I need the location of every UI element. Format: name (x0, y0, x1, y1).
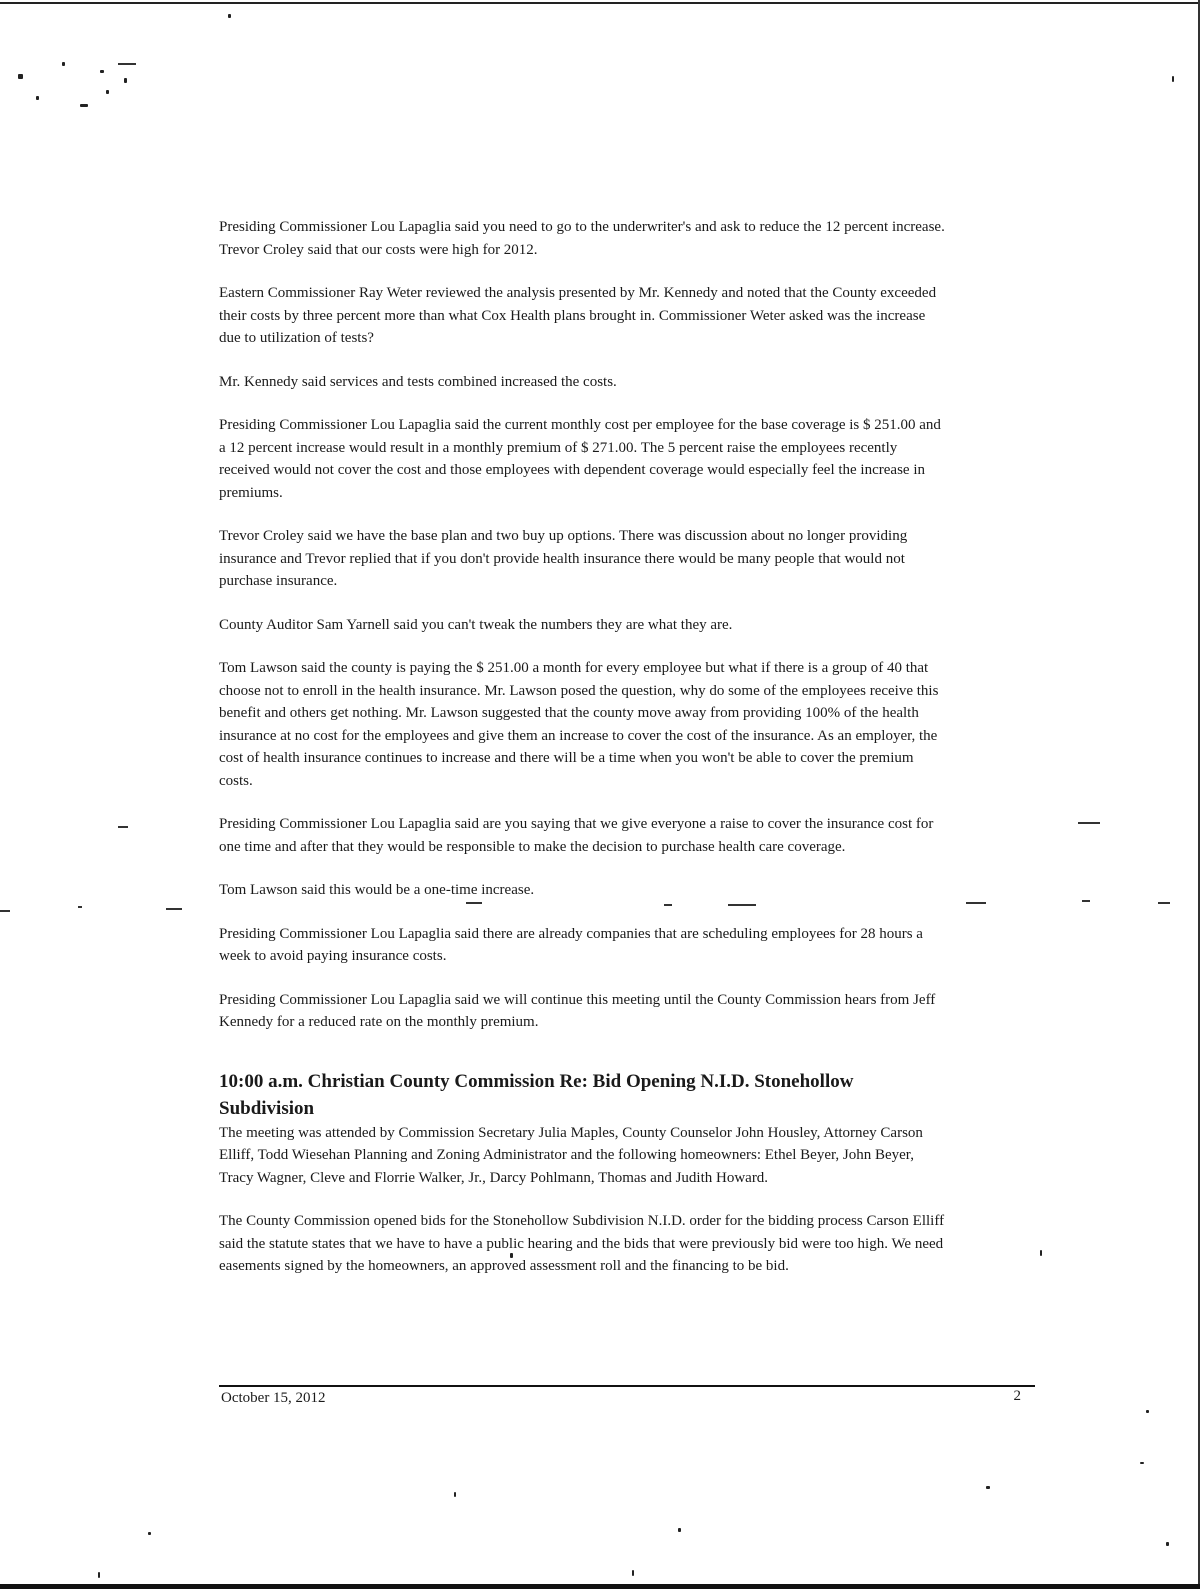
top-border (0, 2, 1200, 4)
section-heading: 10:00 a.m. Christian County Commission Re: Bid Opening N.I.D. Stonehollow Subdivision (219, 1070, 854, 1119)
paragraph: Trevor Croley said that our costs were high for 2012. (219, 241, 538, 258)
paragraph: Presiding Commissioner Lou Lapaglia said you need to go to the underwriter's and ask to reduce the 12 percent increase. (219, 219, 945, 235)
footer-date: October 15, 2012 (221, 1390, 326, 1406)
section-paragraph: The County Commission opened bids for the Stonehollow Subdivision N.I.D. order for the bidding process Carson Elliff said the statute states that we have to have a public hearing and the bids that were previously bid were too high. We need easements signed by the homeowners, an approved assessment roll and the financing to be bid. (219, 1213, 945, 1274)
paragraph: County Auditor Sam Yarnell said you can't tweak the numbers they are what they are. (219, 616, 733, 633)
paragraph: Eastern Commissioner Ray Weter reviewed the analysis presented by Mr. Kennedy and noted that the County exceeded their costs by three percent more than what Cox Health plans brought in. Commissioner Weter asked was the increase due to utilization of tests? (219, 285, 937, 346)
paragraph: Presiding Commissioner Lou Lapaglia said there are already companies that are scheduling employees for 28 hours a week to avoid paying insurance costs. (219, 925, 923, 964)
page-footer (219, 1385, 1035, 1406)
page-number: 2 (1013, 1388, 1021, 1404)
paragraph: Trevor Croley said we have the base plan and two buy up options. There was discussion about no longer providing insurance and Trevor replied that if you don't provide health insurance there would be many people that would not purchase insurance. (219, 528, 908, 589)
paragraph: Tom Lawson said this would be a one-time increase. (219, 882, 535, 898)
section-paragraph: The meeting was attended by Commission Secretary Julia Maples, County Counselor John Housley, Attorney Carson Elliff, Todd Wiesehan Planning and Zoning Administrator and the following homeowners: Ethel Beyer, John Beyer, Tracy Wagner, Cleve and Florrie Walker, Jr., Darcy Pohlmann, Thomas and Judith Howard. (219, 1124, 923, 1186)
minutes-body (219, 216, 949, 1278)
paragraph: Presiding Commissioner Lou Lapaglia said we will continue this meeting until the County Commission hears from Jeff Kennedy for a reduced rate on the monthly premium. (219, 991, 936, 1030)
paragraph: Mr. Kennedy said services and tests combined increased the costs. (219, 373, 617, 390)
paragraph: Presiding Commissioner Lou Lapaglia said the current monthly cost per employee for the base coverage is $ 251.00 and a 12 percent increase would result in a monthly premium of $ 271.00. The 5 percent raise the employees recently received would not cover the cost and those employees with dependent coverage would especially feel the increase in premiums. (219, 417, 941, 501)
paragraph: Presiding Commissioner Lou Lapaglia said are you saying that we give everyone a raise to cover the insurance cost for one time and after that they would be responsible to make the decision to purchase health care coverage. (219, 816, 934, 855)
paragraph: Tom Lawson said the county is paying the $ 251.00 a month for every employee but what if there is a group of 40 that choose not to enroll in the health insurance. Mr. Lawson posed the question, why do some of the employees receive this benefit and others get nothing. Mr. Lawson suggested that the county move away from providing 100% of the health insurance at no cost for the employees and give them an increase to cover the cost of the insurance. As an employer, the cost of health insurance continues to increase and there will be a time when you won't be able to cover the premium costs. (219, 660, 939, 789)
bottom-border (0, 1584, 1200, 1589)
